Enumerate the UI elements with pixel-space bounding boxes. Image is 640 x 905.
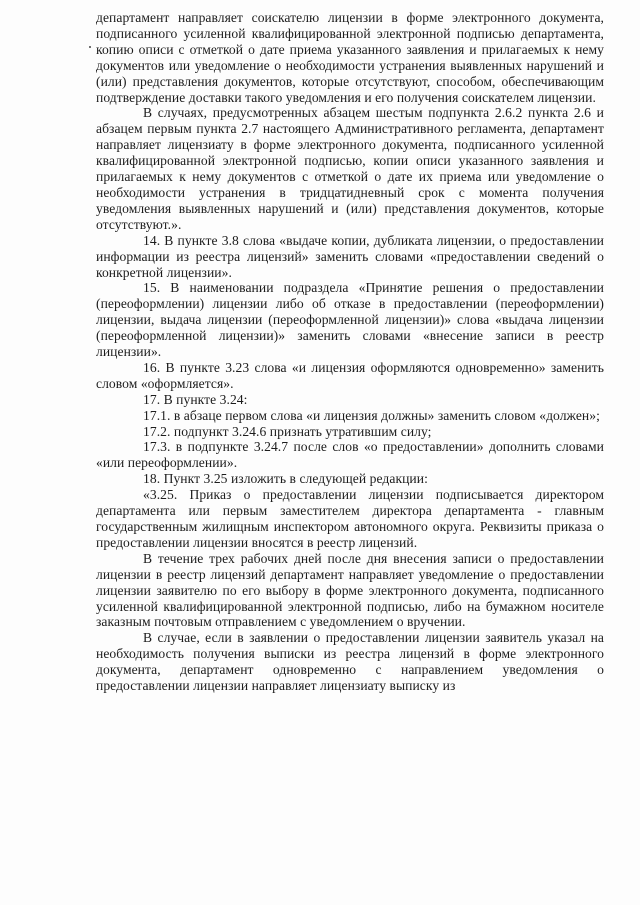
document-body — [96, 10, 604, 694]
paragraph-extract: В случае, если в заявлении о предоставлении лицензии заявитель указал на необходимость получения выписки из реестра лицензий в форме электронного документа, департамент одновременно с направлением уведомления о предоставлении лицензии направляет лицензиату выписку из — [96, 630, 604, 694]
scan-speck — [89, 46, 91, 48]
paragraph-item-17-3: 17.3. в подпункте 3.24.7 после слов «о предоставлении» дополнить словами «или переоформлении». — [96, 439, 604, 471]
paragraph-item-15: 15. В наименовании подраздела «Принятие решения о предоставлении (переоформлении) лицензии либо об отказе в предоставлении (переоформлении) лицензии, выдача лицензии (переоформленной лицензии)» слова «выдача лицензии (переоформленной лицензии)» заменить словами «внесение записи в реестр лицензии». — [96, 280, 604, 360]
paragraph-continuation: департамент направляет соискателю лицензии в форме электронного документа, подписанного усиленной квалифицированной электронной подписью департамента, копию описи с отметкой о дате приема указанного заявления и прилагаемых к нему документов или уведомление о необходимости устранения выявленных нарушений и (или) представления документов, которые отсутствуют, способом, обеспечивающим подтверждение доставки такого уведомления и его получения соискателем лицензии. — [96, 10, 604, 105]
paragraph-item-14: 14. В пункте 3.8 слова «выдаче копии, дубликата лицензии, о предоставлении информации из реестра лицензий» заменить словами «предоставлении сведений о конкретной лицензии». — [96, 232, 604, 280]
paragraph-item-17-2: 17.2. подпункт 3.24.6 признать утратившим силу; — [143, 423, 432, 439]
paragraph-cases: В случаях, предусмотренных абзацем шестым подпункта 2.6.2 пункта 2.6 и абзацем первым пункта 2.7 настоящего Административного регламента, департамент направляет лицензиату в форме электронного документа, подписанного усиленной квалифицированной электронной подписью, копии описи указанного заявления и прилагаемых к нему документов с отметкой о дате их приема или уведомление о необходимости устранения в тридцатидневный срок с момента получения уведомления выявленных нарушений и (или) представления документов, которые отсутствуют.». — [96, 105, 604, 232]
paragraph-item-18: 18. Пункт 3.25 изложить в следующей редакции: — [143, 471, 428, 487]
paragraph-item-17: 17. В пункте 3.24: — [143, 391, 248, 407]
paragraph-item-3-25: «3.25. Приказ о предоставлении лицензии подписывается директором департамента или первым заместителем директора департамента - главным государственным жилищным инспектором автономного округа. Реквизиты приказа о предоставлении лицензии вносятся в реестр лицензий. — [96, 487, 604, 550]
paragraph-notification: В течение трех рабочих дней после дня внесения записи о предоставлении лицензии в реестр лицензий департамент направляет уведомление о предоставлении лицензии заявителю по его выбору в форме электронного документа, подписанного усиленной квалифицированной электронной подписью, либо на бумажном носителе заказным почтовым отправлением с уведомлением о вручении. — [96, 550, 604, 630]
paragraph-item-17-1: 17.1. в абзаце первом слова «и лицензия должны» заменить словом «должен»; — [143, 407, 600, 423]
paragraph-item-16: 16. В пункте 3.23 слова «и лицензия оформляются одновременно» заменить словом «оформляется». — [96, 359, 604, 391]
